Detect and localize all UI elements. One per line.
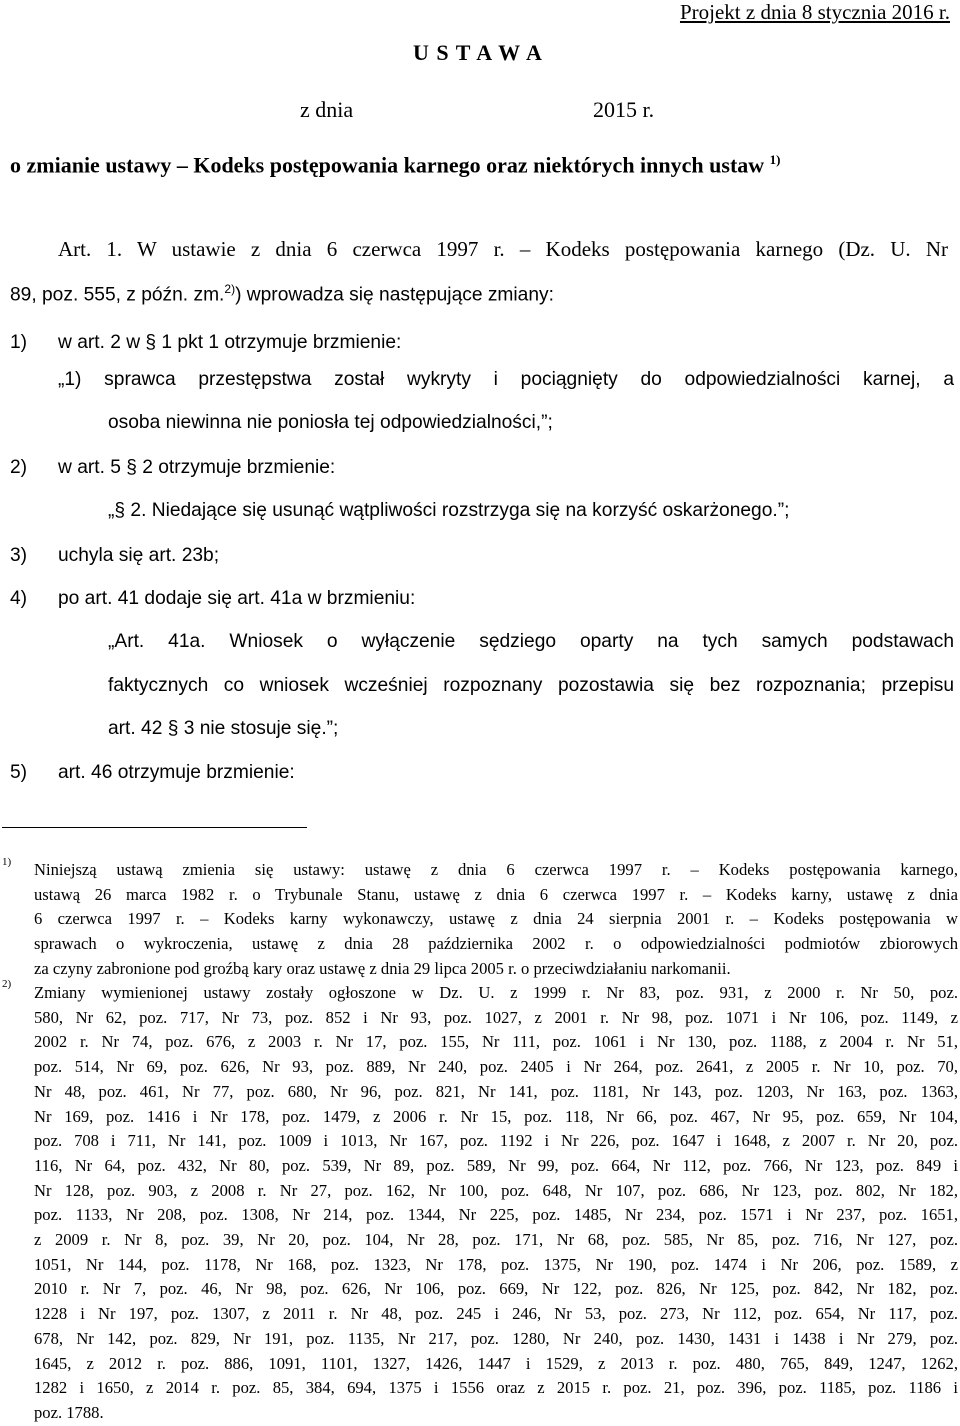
item-text: art. 46 otrzymuje brzmienie: xyxy=(58,762,295,783)
date-label: z dnia xyxy=(300,97,354,122)
quote-line: art. 42 § 3 nie stosuje się.”; xyxy=(108,718,339,739)
footnote-line: 1051, Nr 144, poz. 1178, Nr 168, poz. 1323, Nr 178, poz. 1375, Nr 190, poz. 1474 i Nr 206, poz. 1589, z xyxy=(34,1254,958,1274)
footnote-marker-1: 1) xyxy=(2,856,12,868)
footnote-line: za czyny zabronione pod groźbą kary oraz ustawę z dnia 29 lipca 2005 r. o przeciwdziałaniu narkomanii. xyxy=(34,958,731,978)
footnote-line: Niniejszą ustawą zmienia się ustawy: ustawę z dnia 6 czerwca 1997 r. – Kodeks postępowania karnego, xyxy=(34,860,958,879)
footnote-line: Nr 48, poz. 461, Nr 77, poz. 680, Nr 96, poz. 821, Nr 141, poz. 1181, Nr 143, poz. 1203, Nr 163, poz. 1363, xyxy=(34,1081,958,1101)
footnote-line: 1228 i Nr 197, poz. 1307, z 2011 r. Nr 48, poz. 245 i 246, Nr 53, poz. 273, Nr 112, poz. 654, Nr 117, poz. xyxy=(34,1304,958,1324)
footnote-2 xyxy=(34,981,958,1426)
footnote-line: 1645, z 2012 r. poz. 886, 1091, 1101, 1327, 1426, 1447 i 1529, z 2013 r. poz. 480, 765, 849, 1247, 1262, xyxy=(34,1353,958,1373)
footnote-line: z 2009 r. Nr 8, poz. 39, Nr 20, poz. 104, Nr 28, poz. 171, Nr 68, poz. 585, Nr 85, poz. 716, Nr 127, poz. xyxy=(34,1230,958,1250)
document-type-heading: U S T A W A xyxy=(413,40,543,65)
footnote-line: 2002 r. Nr 74, poz. 676, z 2003 r. Nr 17, poz. 155, Nr 111, poz. 1061 i Nr 130, poz. 1188, z 2004 r. Nr 51, xyxy=(34,1032,958,1052)
footnote-line: 1282 i 1650, z 2014 r. poz. 85, 384, 694, 1375 i 1556 oraz z 2015 r. poz. 21, poz. 396, poz. 1185, poz. 1186 i xyxy=(34,1378,958,1398)
quote-line: „Art. 41a. Wniosek o wyłączenie sędziego oparty na tych samych podstawach xyxy=(108,631,954,652)
footnote-line: Nr 128, poz. 903, z 2008 r. Nr 27, poz. 162, Nr 100, poz. 648, Nr 107, poz. 686, Nr 123, poz. 802, Nr 182, xyxy=(34,1180,958,1200)
quote-line: „1) sprawca przestępstwa został wykryty i pociągnięty do odpowiedzialności karnej, a xyxy=(58,369,954,390)
art1-line1: Art. 1. W ustawie z dnia 6 czerwca 1997 r. – Kodeks postępowania karnego (Dz. U. Nr xyxy=(58,237,948,261)
date-year: 2015 r. xyxy=(593,97,655,122)
footnote-line: Nr 169, poz. 1416 i Nr 178, poz. 1479, z 2006 r. Nr 15, poz. 118, Nr 66, poz. 467, Nr 95, poz. 659, Nr 104, xyxy=(34,1106,958,1126)
item-text: uchyla się art. 23b; xyxy=(58,545,220,566)
footnote-line: 116, Nr 64, poz. 432, Nr 80, poz. 539, Nr 89, poz. 589, Nr 99, poz. 664, Nr 112, poz. 766, Nr 123, poz. 849 i xyxy=(34,1155,958,1175)
footnote-1 xyxy=(34,858,958,982)
item-number: 4) xyxy=(10,588,28,609)
item-number: 1) xyxy=(10,332,28,353)
footnote-line: poz. 708 i 711, Nr 141, poz. 1009 i 1013, Nr 167, poz. 1192 i Nr 226, poz. 1647 i 1648, z 2007 r. Nr 20, poz. xyxy=(34,1131,958,1151)
draft-date-note: Projekt z dnia 8 stycznia 2016 r. xyxy=(679,0,950,24)
item-number: 3) xyxy=(10,545,28,566)
quote-line: faktycznych co wniosek wcześniej rozpoznany pozostawia się bez rozpoznania; przepisu xyxy=(108,675,954,696)
act-title: o zmianie ustawy – Kodeks postępowania karnego oraz niektórych innych ustaw $^{1)}$ xyxy=(10,152,781,178)
footnote-line: sprawach o wykroczenia, ustawę z dnia 28 października 2002 r. o odpowiedzialności podmiotów zbiorowych xyxy=(34,934,958,954)
footnote-line: poz. 1133, Nr 208, poz. 1308, Nr 214, poz. 1344, Nr 225, poz. 1485, Nr 234, poz. 1571 i Nr 237, poz. 1651, xyxy=(34,1205,958,1225)
quote-line: „§ 2. Niedające się usunąć wątpliwości rozstrzyga się na korzyść oskarżonego.”; xyxy=(108,500,790,521)
art1-line2: 89, poz. 555, z późn. zm.$^{2)}$) wprowadza się następujące zmiany: xyxy=(10,282,554,306)
footnote-ref-1[interactable]: 1) xyxy=(769,152,781,167)
footnote-line: 6 czerwca 1997 r. – Kodeks karny wykonawczy, ustawę z dnia 24 sierpnia 2001 r. – Kodeks postępowania w xyxy=(34,909,958,929)
footnote-ref-2[interactable]: 2) xyxy=(224,282,236,296)
footnote-line: 678, Nr 142, poz. 829, Nr 191, poz. 1135, Nr 217, poz. 1280, Nr 240, poz. 1430, 1431 i 1438 i Nr 279, poz. xyxy=(34,1328,958,1348)
footnote-separator xyxy=(2,827,307,828)
item-number: 5) xyxy=(10,762,28,783)
item-number: 2) xyxy=(10,457,28,478)
footnote-line: Zmiany wymienionej ustawy zostały ogłoszone w Dz. U. z 1999 r. Nr 83, poz. 931, z 2000 r. Nr 50, poz. xyxy=(34,983,958,1002)
footnote-line: ustawą 26 marca 1982 r. o Trybunale Stanu, ustawę z dnia 6 czerwca 1997 r. – Kodeks karny, ustawę z dnia xyxy=(34,884,958,904)
item-text: w art. 5 § 2 otrzymuje brzmienie: xyxy=(58,457,336,478)
footnote-line: poz. 1788. xyxy=(34,1402,104,1422)
footnote-marker-2: 2) xyxy=(2,978,12,990)
footnote-line: 580, Nr 62, poz. 717, Nr 73, poz. 852 i Nr 93, poz. 1027, z 2001 r. Nr 98, poz. 1071 i Nr 106, poz. 1149, z xyxy=(34,1007,958,1027)
item-text: po art. 41 dodaje się art. 41a w brzmieniu: xyxy=(58,588,416,609)
item-text: w art. 2 w § 1 pkt 1 otrzymuje brzmienie: xyxy=(58,332,402,353)
footnote-line: 2010 r. Nr 7, poz. 46, Nr 98, poz. 626, Nr 106, poz. 669, Nr 122, poz. 826, Nr 125, poz. 842, Nr 182, poz. xyxy=(34,1279,958,1299)
quote-line: osoba niewinna nie poniosła tej odpowiedzialności,”; xyxy=(108,412,553,433)
footnote-line: poz. 514, Nr 69, poz. 626, Nr 93, poz. 889, Nr 240, poz. 2405 i Nr 264, poz. 2641, z 2005 r. Nr 10, poz. 70, xyxy=(34,1057,958,1077)
